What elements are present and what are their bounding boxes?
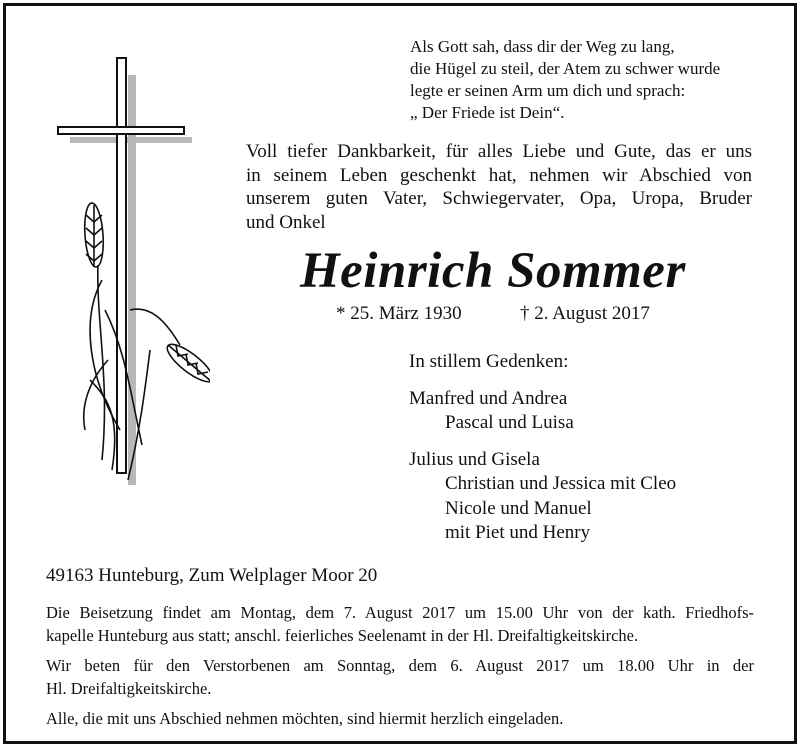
deceased-name: Heinrich Sommer <box>300 243 686 299</box>
intro-line: unserem guten Vater, Schwiegervater, Opa, Uropa, Bruder <box>246 188 752 209</box>
invitation-notice: Alle, die mit uns Abschied nehmen möchten, sind hiermit herzlich eingeladen. <box>46 709 564 728</box>
mourner-children: Nicole und Manuel <box>445 497 592 519</box>
cross-shadow <box>70 75 192 485</box>
mourner-couple: Manfred und Andrea <box>409 387 568 409</box>
service-notices <box>46 602 754 739</box>
birth-date: * 25. März 1930 <box>336 303 462 324</box>
wheat-icon <box>83 202 210 480</box>
mourner-children: mit Piet und Henry <box>445 522 591 543</box>
intro-line: und Onkel <box>246 211 326 233</box>
intro-line: Voll tiefer Dankbarkeit, für alles Liebe und Gute, das er uns <box>246 141 752 162</box>
death-date: † 2. August 2017 <box>520 303 650 324</box>
mourners-list <box>409 350 676 546</box>
poem-line: legte er seinen Arm um dich und sprach: <box>410 81 686 100</box>
intro-line: in seinem Leben geschenkt hat, nehmen wir Abschied von <box>246 164 752 186</box>
notice-line: kapelle Hunteburg aus statt; anschl. feierliches Seelenamt in der Hl. Dreifaltigkeitskirche. <box>46 625 639 645</box>
cross-with-wheat-illustration <box>50 50 210 490</box>
mourner-children: Pascal und Luisa <box>445 412 574 433</box>
funeral-notice <box>46 602 754 647</box>
poem <box>410 36 790 124</box>
family-address: 49163 Hunteburg, Zum Welplager Moor 20 <box>46 565 378 586</box>
prayer-notice <box>46 655 754 700</box>
intro-paragraph <box>246 140 752 234</box>
mourner-children: Christian und Jessica mit Cleo <box>445 473 677 494</box>
mourners-heading: In stillem Gedenken: <box>409 351 569 372</box>
notice-line: Hl. Dreifaltigkeitskirche. <box>46 678 212 698</box>
poem-line: die Hügel zu steil, der Atem zu schwer wurde <box>410 59 721 78</box>
poem-line: Als Gott sah, dass dir der Weg zu lang, <box>410 37 675 56</box>
poem-line: „ Der Friede ist Dein“. <box>410 103 565 122</box>
cross-icon <box>58 58 184 473</box>
notice-line: Wir beten für den Verstorbenen am Sonntag, dem 6. August 2017 um 18.00 Uhr in der <box>46 656 754 675</box>
notice-line: Die Beisetzung findet am Montag, dem 7. August 2017 um 15.00 Uhr von der kath. Friedhofs- <box>46 603 754 622</box>
mourner-couple: Julius und Gisela <box>409 448 540 470</box>
